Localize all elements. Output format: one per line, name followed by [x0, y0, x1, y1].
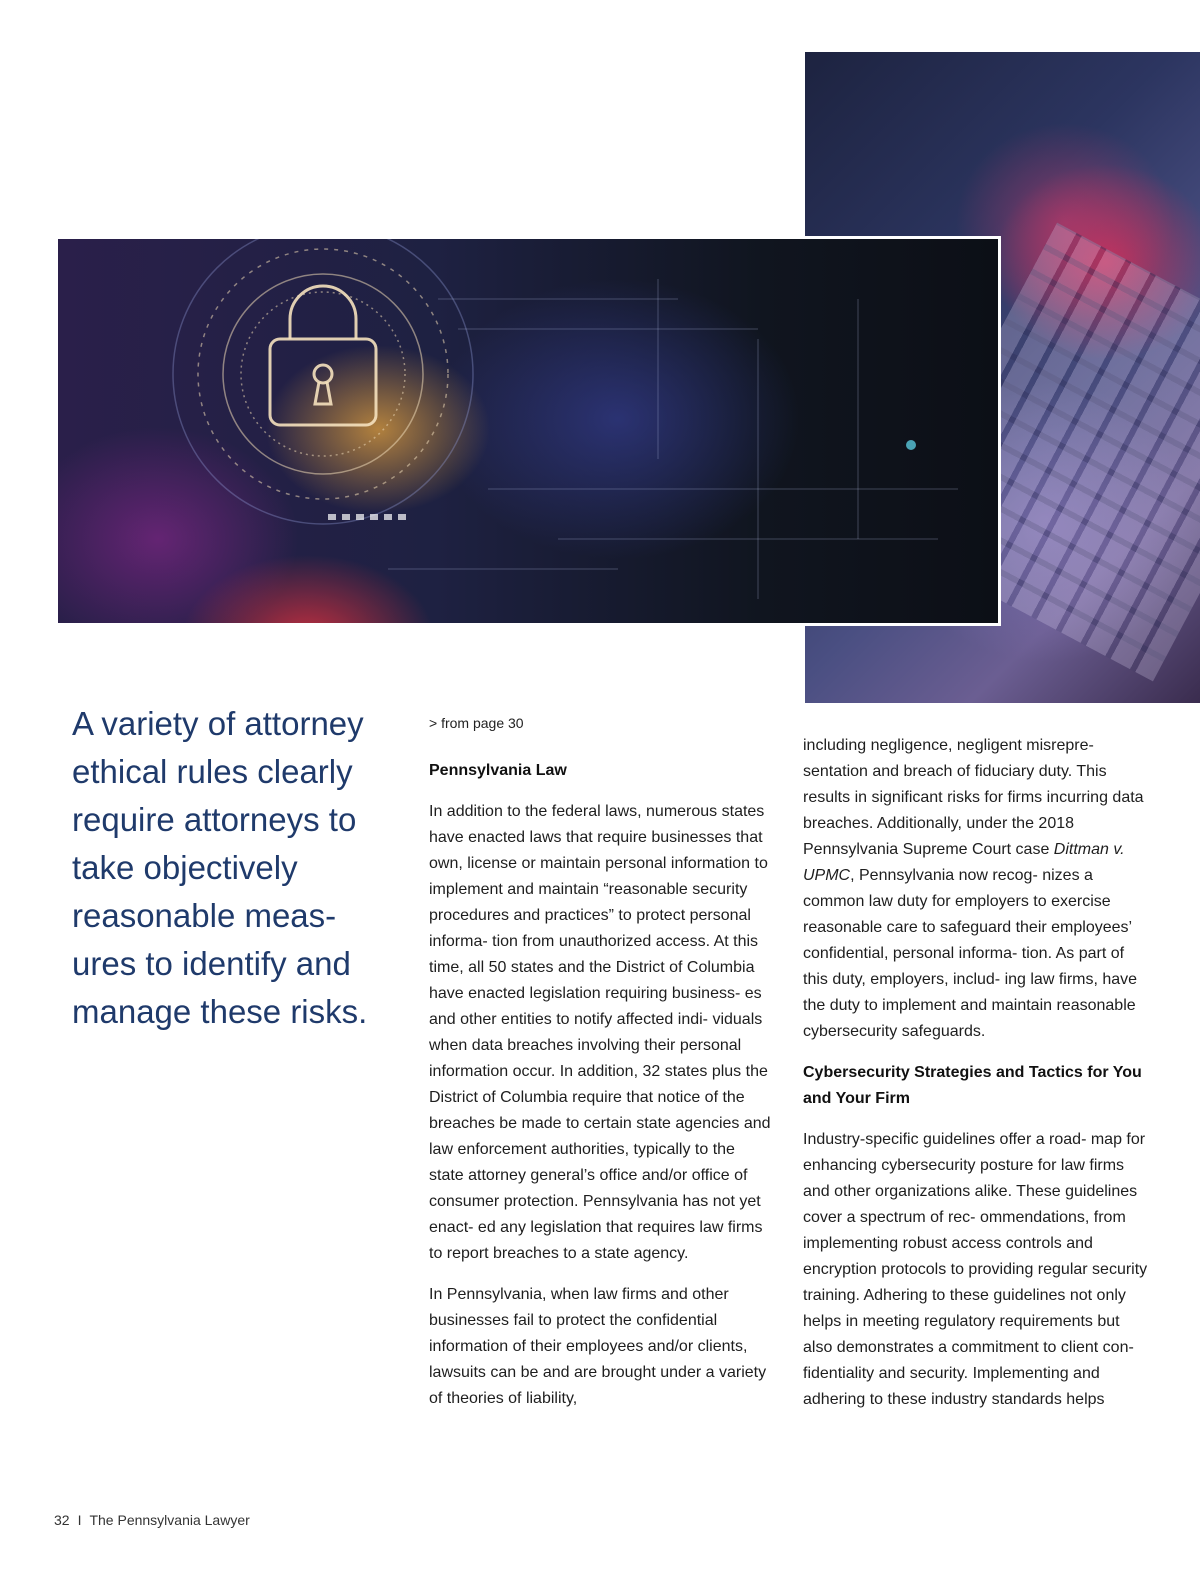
body-paragraph: In addition to the federal laws, numerous states have enacted laws that require businesses that own, license or maintain personal information to implement and maintain “reasonable security procedures and practices” to protect personal informa- tion from unauthorized access. At this time, all 50 states and the District of Columbia have enacted legislation requiring business- es and other entities to notify affected indi- viduals when data breaches involving their personal information occur. In addition, 32 states plus the District of Columbia require that notice of the breaches be made to certain state agencies and law enforcement authorities, typically to the state attorney general’s office and/or office of consumer protection. Pennsylvania has not yet enact- ed any legislation that requires law firms to report breaches to a state agency.: [429, 803, 771, 1262]
pull-quote: A variety of attorney ethical rules clearly require attorneys to take objectively reasonable meas- ures to identify and manage these risks.: [72, 705, 368, 1030]
column-middle: [429, 711, 774, 1427]
page-footer: [54, 1512, 250, 1528]
body-text: including negligence, negligent misrepre- sentation and breach of fiduciary duty. This results in significant risks for firms incurring data breaches. Additionally, under the 2018 Pennsylvania Supreme Court case: [803, 737, 1144, 858]
page-number: 32: [54, 1512, 70, 1528]
padlock-circuit-board-image: [55, 236, 1001, 626]
body-text: , Pennsylvania now recog- nizes a common law duty for employers to exercise reasonable care to safeguard their employees’ confidential, personal informa- tion. As part of this duty, employers, includ- ing law firms, have the duty to implement and maintain reasonable cybersecurity safeguards.: [803, 867, 1138, 1040]
continued-from-label: > from page 30: [429, 715, 524, 731]
body-paragraph: [803, 733, 1148, 1045]
publication-name: The Pennsylvania Lawyer: [89, 1512, 250, 1528]
body-paragraph: Industry-specific guidelines offer a road- map for enhancing cybersecurity posture for law firms and other organizations alike. These guidelines cover a spectrum of rec- ommendations, from implementing robust access controls and encryption protocols to providing regular security training. Adhering to these guidelines not only helps in meeting regulatory requirements but also demonstrates a commitment to client con- fidentiality and security. Implementing and adhering to these industry standards helps: [803, 1131, 1148, 1408]
section-heading-pennsylvania-law: Pennsylvania Law: [429, 762, 567, 779]
body-paragraph: In Pennsylvania, when law firms and other businesses fail to protect the confidential information of their employees and/or clients, lawsuits can be and are brought under a variety of theories of liability,: [429, 1286, 767, 1407]
section-heading-cybersecurity-strategies: Cybersecurity Strategies and Tactics for You and Your Firm: [803, 1064, 1142, 1107]
padlock-illustration: [58, 239, 1001, 626]
case-name: Dittman v. UPMC: [803, 841, 1125, 884]
column-right: [803, 733, 1148, 1428]
footer-separator: I: [77, 1512, 82, 1528]
